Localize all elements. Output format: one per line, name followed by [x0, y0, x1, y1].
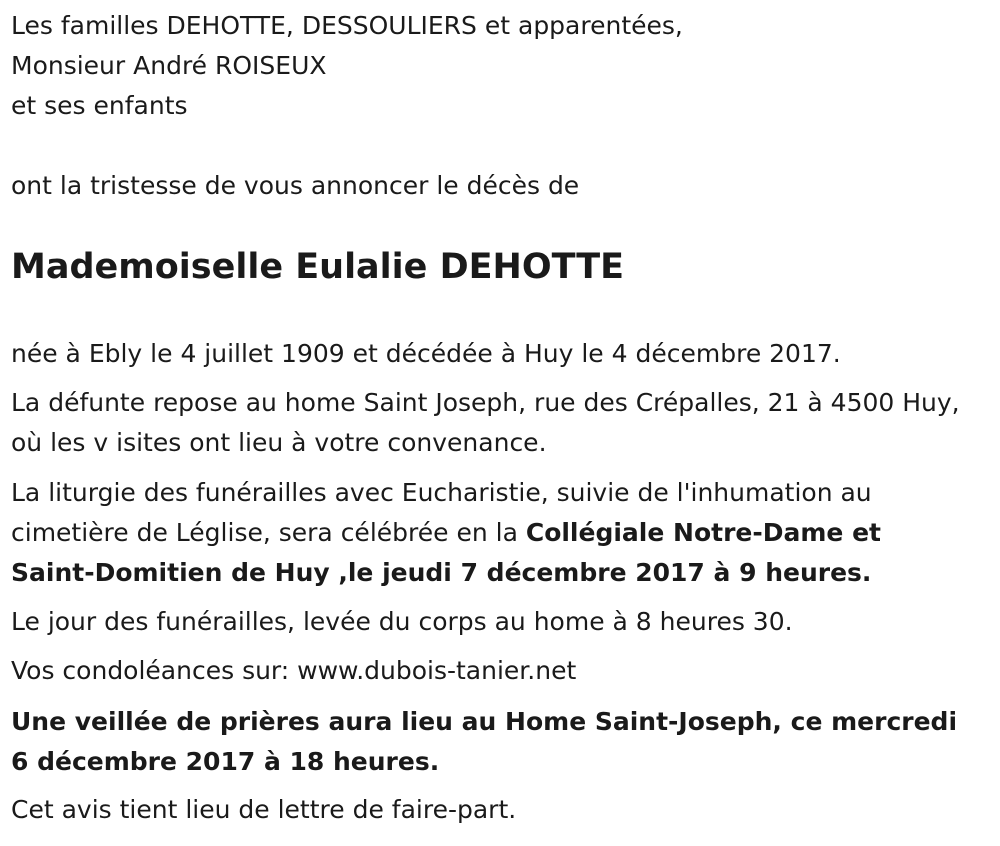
announcers-line-1: Les familles DEHOTTE, DESSOULIERS et apparentées, — [11, 11, 683, 40]
liturgy-paragraph — [11, 473, 971, 593]
liturgy-intro: La liturgie des funérailles avec Eucharistie, suivie de l'inhumation au cimetière de Léglise, sera célébrée en la — [11, 478, 872, 547]
procession-text: Le jour des funérailles, levée du corps au home à 8 heures 30. — [11, 607, 793, 636]
resting-place-text: La défunte repose au home Saint Joseph, rue des Crépalles, 21 à 4500 Huy, où les v isites ont lieu à votre convenance. — [11, 388, 960, 457]
announcers-line-3: et ses enfants — [11, 91, 188, 120]
vigil-text: Une veillée de prières aura lieu au Home Saint-Joseph, ce mercredi 6 décembre 2017 à 18 heures. — [11, 707, 958, 776]
deceased-name: Mademoiselle Eulalie DEHOTTE — [11, 247, 625, 287]
announcers-line-2: Monsieur André ROISEUX — [11, 51, 327, 80]
announcement-text: ont la tristesse de vous annoncer le décès de — [11, 171, 580, 200]
birth-death-text: née à Ebly le 4 juillet 1909 et décédée à Huy le 4 décembre 2017. — [11, 339, 841, 368]
condolences-text: Vos condoléances sur: www.dubois-tanier.net — [11, 656, 577, 685]
closing-text: Cet avis tient lieu de lettre de faire-part. — [11, 795, 517, 824]
liturgy-location-date: Collégiale Notre-Dame et Saint-Domitien de Huy ,le jeudi 7 décembre 2017 à 9 heures. — [11, 518, 881, 587]
